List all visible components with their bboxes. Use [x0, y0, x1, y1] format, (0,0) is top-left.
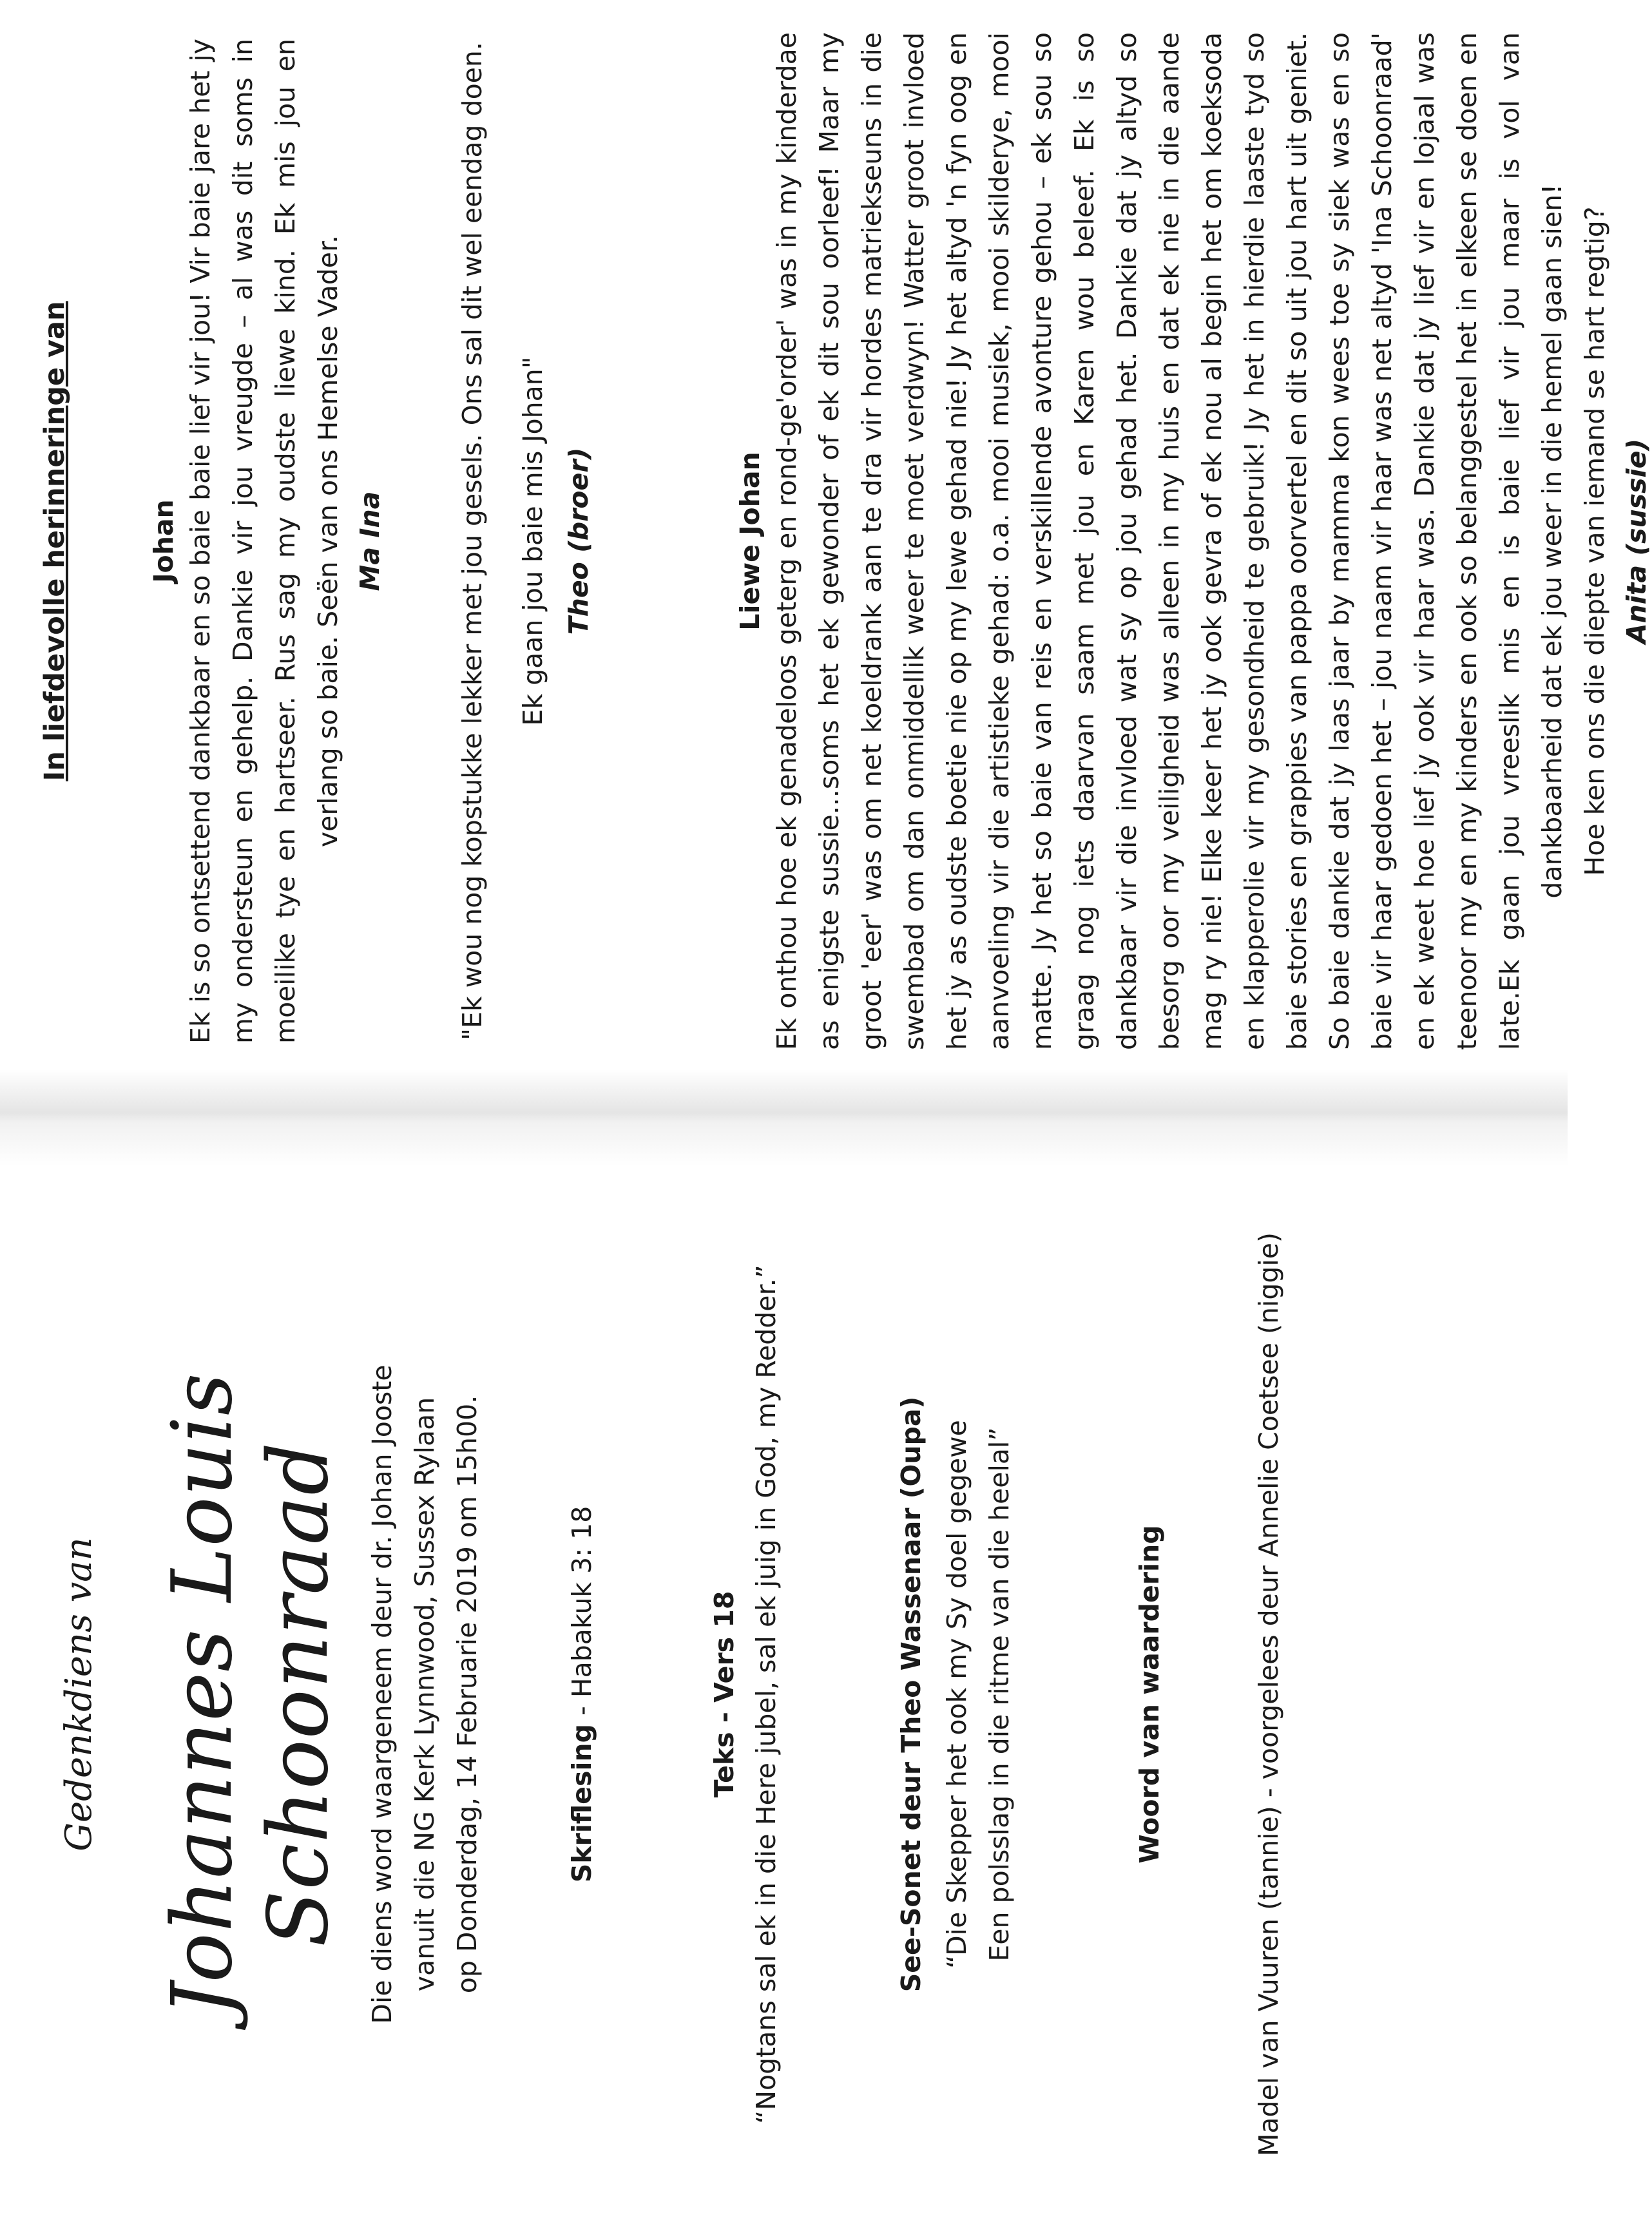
tribute-brother-text-2: Ek gaan jou baie mis Johan"	[517, 356, 548, 726]
text-section	[709, 1185, 787, 2203]
program-panel	[0, 1185, 1568, 2203]
appreciation-section	[1134, 1185, 1290, 2203]
tributes-heading: In liefdevolle herinneringe van	[39, 301, 71, 781]
sonnet-heading: See-Sonet deur Theo Wassenaar (Oupa)	[896, 1396, 927, 1993]
tribute-sister-closing: Hoe ken ons die diepte van iemand se hart regtig?	[1579, 206, 1610, 876]
tribute-sister-text: Ek onthou hoe ek genadeloos geterg en rond-ge'order' was in my kinderdae as enigste sussie...soms het ek gewonder of ek dit sou oorleef! Maar my groot 'eer' was om net koeldrank aan te dra vir hordes matriekseuns in die swembad om dan onmiddellik weer te moet verdwyn! Watter groot invloed het jy as oudste boetie nie op my lewe gehad nie! Jy het altyd 'n fyn oog en aanvoeling vir die artistieke gehad: o.a. mooi musiek, mooi skilderye, mooi matte. Jy het so baie van reis en verskillende avonture gehou – ek sou so graag nog iets daarvan saam met jou en Karen wou beleef. Ek is so dankbaar vir die invloed wat sy op jou gehad het. Dankie dat jy altyd so besorg oor my veiligheid was alleen in my huis en dat ek nie in die aande mag ry nie! Elke keer het jy ook gevra of ek nou al begin het om koeksoda en klapperolie vir my gesondheid te gebruik! Jy het in hierdie laaste tyd so baie stories en grappies van pappa oorvertel en dit so uit jou hart uit geniet. So baie dankie dat jy laas jaar by mamma kon wees toe sy siek was en so baie vir haar gedoen het – jou naam vir haar was net altyd 'Ina Schoonraad' en ek weet hoe lief jy ook vir haar was. Dankie dat jy lief vir en lojaal was teenoor my en my kinders en ook so belanggestel het in elkeen se doen en late.Ek gaan jou vreeslik mis en is baie lief vir jou maar is vol van dankbaarheid dat ek jou weer in die hemel gaan sien!	[771, 32, 1568, 1050]
reading-label: Skriflesing	[566, 1724, 597, 1883]
sonnet-line-2: Een polsslag in die ritme van die heelal”	[984, 1427, 1015, 1962]
service-line-2: vanuit die NG Kerk Lynnwood, Sussex Rylaan	[409, 1397, 440, 1992]
tribute-sister	[735, 26, 1652, 1057]
page-fold-shadow	[0, 1069, 1568, 1166]
tribute-sister-heading: Liewe Johan	[735, 452, 765, 631]
tributes-heading-wrap	[39, 26, 71, 1057]
text-heading: Teks - Vers 18	[709, 1591, 740, 1798]
memorial-subtitle: Gedenkdiens van	[58, 1537, 100, 1851]
tribute-sister-signature: Anita (sussie)	[1621, 438, 1652, 644]
tribute-mother-heading: Johan	[148, 499, 179, 583]
tribute-brother-signature: Theo (broer)	[563, 447, 594, 635]
appreciation-line: Madel van Vuuren (tannie) - voorgelees deur Annelie Coetsee (niggie)	[1253, 1232, 1284, 2156]
tribute-mother	[148, 26, 385, 1057]
tribute-brother	[451, 26, 594, 1057]
scripture-reading	[561, 1185, 603, 2203]
sonnet-line-1: “Die Skepper het ook my Sy doel gegewe	[941, 1420, 972, 1969]
sonnet-section	[896, 1185, 1021, 2203]
tribute-mother-text: Ek is so ontsettend dankbaar en so baie baie lief vir jou! Vir baie jare het jy my ondersteun en gehelp. Dankie vir jou vreugde – al was dit soms in moeilike tye en hartseer. Rus sag my oudste liewe kind. Ek mis jou en verlang so baie. Seën van ons Hemelse Vader.	[185, 39, 343, 1044]
tribute-brother-text-1: "Ek wou nog kopstukke lekker met jou gesels. Ons sal dit wel eendag doen.	[457, 42, 488, 1040]
service-line-1: Die diens word waargeneem deur dr. Johan Jooste	[367, 1364, 398, 2024]
text-quote: “Nogtans sal ek in die Here jubel, sal ek juig in God, my Redder.”	[751, 1265, 782, 2124]
tributes-panel	[0, 26, 1652, 1057]
tribute-mother-signature: Ma Ina	[354, 491, 385, 591]
reading-reference: - Habakuk 3: 18	[566, 1506, 597, 1725]
service-details	[361, 1185, 488, 2203]
appreciation-heading: Woord van waardering	[1134, 1525, 1165, 1864]
service-line-3: op Donderdag, 14 Februarie 2019 om 15h00.	[452, 1395, 483, 1994]
deceased-name: Johannes Louis Schoonraad	[155, 1372, 347, 2016]
